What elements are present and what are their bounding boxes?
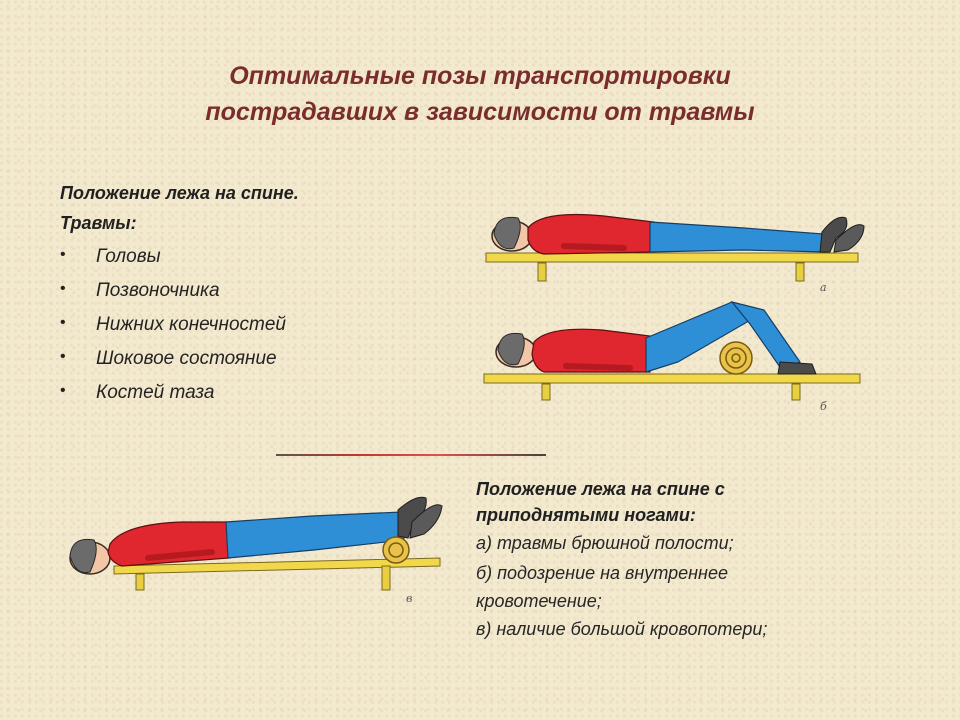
figure-b-knees-bent-illustration [482,296,872,416]
slide-title [0,58,960,130]
bullet-icon: • [60,280,66,297]
figure-b-label: б [820,400,827,413]
indication-item: б) подозрение на внутреннее [476,563,728,583]
title-line-2: пострадавших в зависимости от травмы [205,98,755,126]
figure-a-label: а [820,281,827,294]
figure-c-legs-raised-illustration [52,494,452,604]
section2-heading-line-1: Положение лежа на спине с [476,479,725,499]
divider-line [276,454,546,456]
list-item: • Нижних конечностей [60,312,480,346]
section1-heading: Положение лежа на спине. [60,183,299,203]
list-item: • Костей таза [60,380,480,414]
list-item: • Шоковое состояние [60,346,480,380]
indication-item: а) травмы брюшной полости; [476,533,734,553]
legs-raised-position-section [476,476,936,644]
bullet-icon: • [60,314,66,331]
indication-item: кровотечение; [476,591,602,611]
section2-heading-line-2: приподнятыми ногами: [476,505,696,525]
list-item: • Головы [60,244,480,278]
figure-a-supine-illustration [484,200,874,300]
bullet-icon: • [60,246,66,263]
supine-position-section [60,178,480,414]
title-line-1: Оптимальные позы транспортировки [229,62,731,90]
list-item: • Позвоночника [60,278,480,312]
bullet-icon: • [60,348,66,365]
injury-list [60,244,480,414]
indication-item: в) наличие большой кровопотери; [476,619,768,639]
figure-c-label: в [406,592,413,605]
bullet-icon: • [60,382,66,399]
section1-subheading: Травмы: [60,213,137,233]
